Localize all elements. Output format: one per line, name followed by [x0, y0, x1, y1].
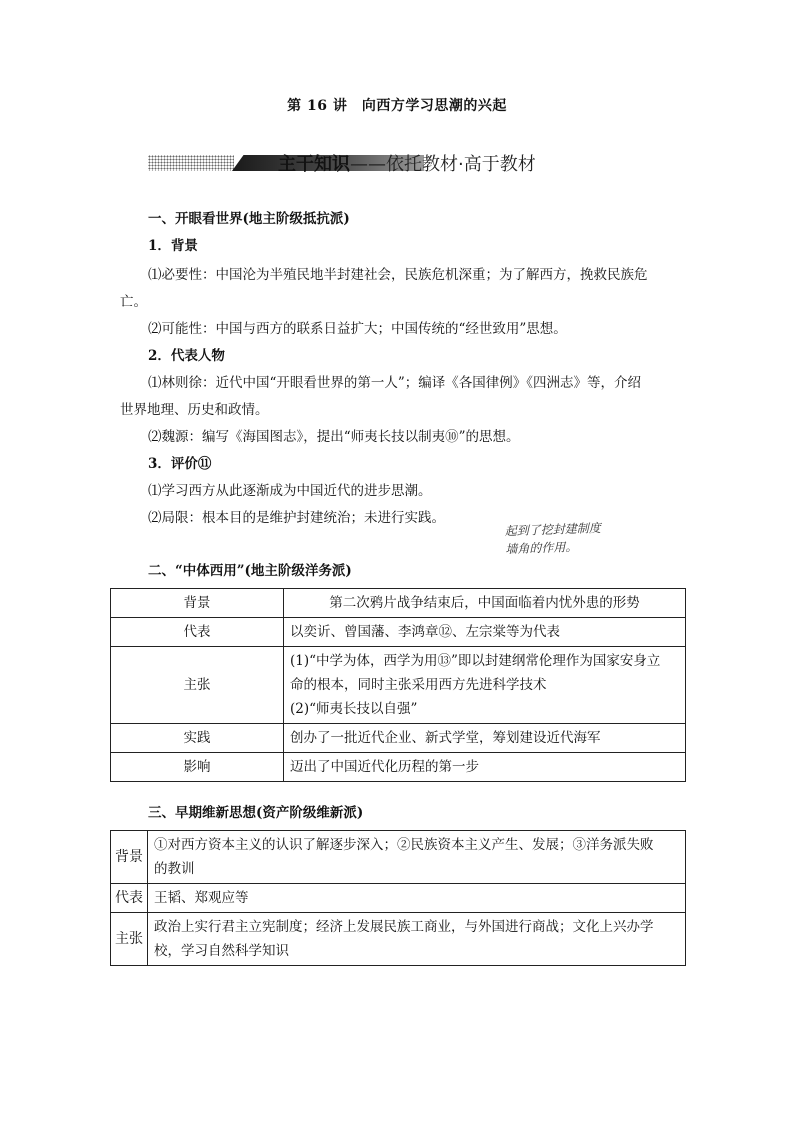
row-content — [148, 831, 686, 884]
row-content: 以奕䜣、曾国藩、李鸿章⑫、左宗棠等为代表 — [284, 618, 686, 647]
row-label: 实践 — [111, 724, 284, 753]
evaluation-heading: 3．评价⑪ — [148, 456, 212, 472]
banner-dot-pattern — [148, 155, 234, 171]
possibility-text: ⑵可能性：中国与西方的联系日益扩大；中国传统的“经世致用”思想。 — [148, 321, 567, 337]
proposition-line-1: (1)“中学为体，西学为用⑬”即以封建纲常伦理作为国家安身立 — [290, 653, 661, 669]
handwritten-note — [504, 518, 635, 559]
banner-main-label: 主干知识 — [278, 154, 350, 175]
proposition-line-2: 校，学习自然科学知识 — [154, 943, 289, 959]
row-content: 王韬、郑观应等 — [148, 884, 686, 913]
table-row — [111, 753, 686, 782]
row-label: 主张 — [111, 913, 148, 966]
row-label: 影响 — [111, 753, 284, 782]
row-content: 迈出了中国近代化历程的第一步 — [284, 753, 686, 782]
row-label: 代表 — [111, 618, 284, 647]
row-label: 主张 — [111, 647, 284, 724]
table-row — [111, 913, 686, 966]
figures-heading: 2．代表人物 — [148, 348, 225, 364]
row-label: 背景 — [111, 589, 284, 618]
table-row — [111, 884, 686, 913]
handwritten-note-line-2: 墙角的作用。 — [505, 539, 578, 557]
proposition-line-1: 政治上实行君主立宪制度；经济上发展民族工商业，与外国进行商战；文化上兴办学 — [154, 919, 654, 935]
row-content — [284, 647, 686, 724]
handwritten-note-line-1: 起到了挖封建制度 — [504, 520, 601, 539]
yangwu-table — [110, 588, 686, 782]
row-content: 第二次鸦片战争结束后，中国面临着内忧外患的形势 — [284, 589, 686, 618]
section-banner — [148, 150, 568, 176]
weiyuan-text: ⑵魏源：编写《海国图志》，提出“师夷长技以制夷⑩”的思想。 — [148, 429, 520, 445]
row-content: 创办了一批近代企业、新式学堂，筹划建设近代海军 — [284, 724, 686, 753]
table-row — [111, 618, 686, 647]
row-label: 代表 — [111, 884, 148, 913]
background-line-2: 的教训 — [154, 861, 195, 877]
row-content — [148, 913, 686, 966]
row-label: 背景 — [111, 831, 148, 884]
section3-heading: 三、早期维新思想(资产阶级维新派) — [148, 805, 364, 821]
background-heading: 1．背景 — [148, 238, 198, 254]
necessity-text-cont: 亡。 — [120, 294, 147, 310]
banner-sub-label: ——依托教材·高于教材 — [350, 154, 536, 175]
linzexu-text-cont: 世界地理、历史和政情。 — [120, 402, 269, 418]
necessity-text: ⑴必要性：中国沦为半殖民地半封建社会，民族危机深重；为了解西方，挽救民族危 — [148, 267, 648, 283]
page-title: 第 16 讲 向西方学习思潮的兴起 — [287, 98, 507, 114]
table-row — [111, 647, 686, 724]
linzexu-text: ⑴林则徐：近代中国“开眼看世界的第一人”；编译《各国律例》《四洲志》等，介绍 — [148, 375, 642, 391]
section1-heading: 一、开眼看世界(地主阶级抵抗派) — [148, 211, 350, 227]
proposition-line-3: (2)“师夷长技以自强” — [290, 701, 418, 717]
table-row — [111, 724, 686, 753]
evaluation-item-1: ⑴学习西方从此逐渐成为中国近代的进步思潮。 — [148, 483, 432, 499]
banner-text — [278, 150, 536, 176]
table-row — [111, 831, 686, 884]
weixin-table — [110, 830, 686, 966]
background-line-1: ①对西方资本主义的认识了解逐步深入；②民族资本主义产生、发展；③洋务派失败 — [154, 837, 654, 853]
proposition-line-2: 命的根本，同时主张采用西方先进科学技术 — [290, 677, 547, 693]
evaluation-item-2: ⑵局限：根本目的是维护封建统治；未进行实践。 — [148, 510, 445, 526]
table-row — [111, 589, 686, 618]
section2-heading: 二、“中体西用”(地主阶级洋务派) — [148, 563, 352, 579]
